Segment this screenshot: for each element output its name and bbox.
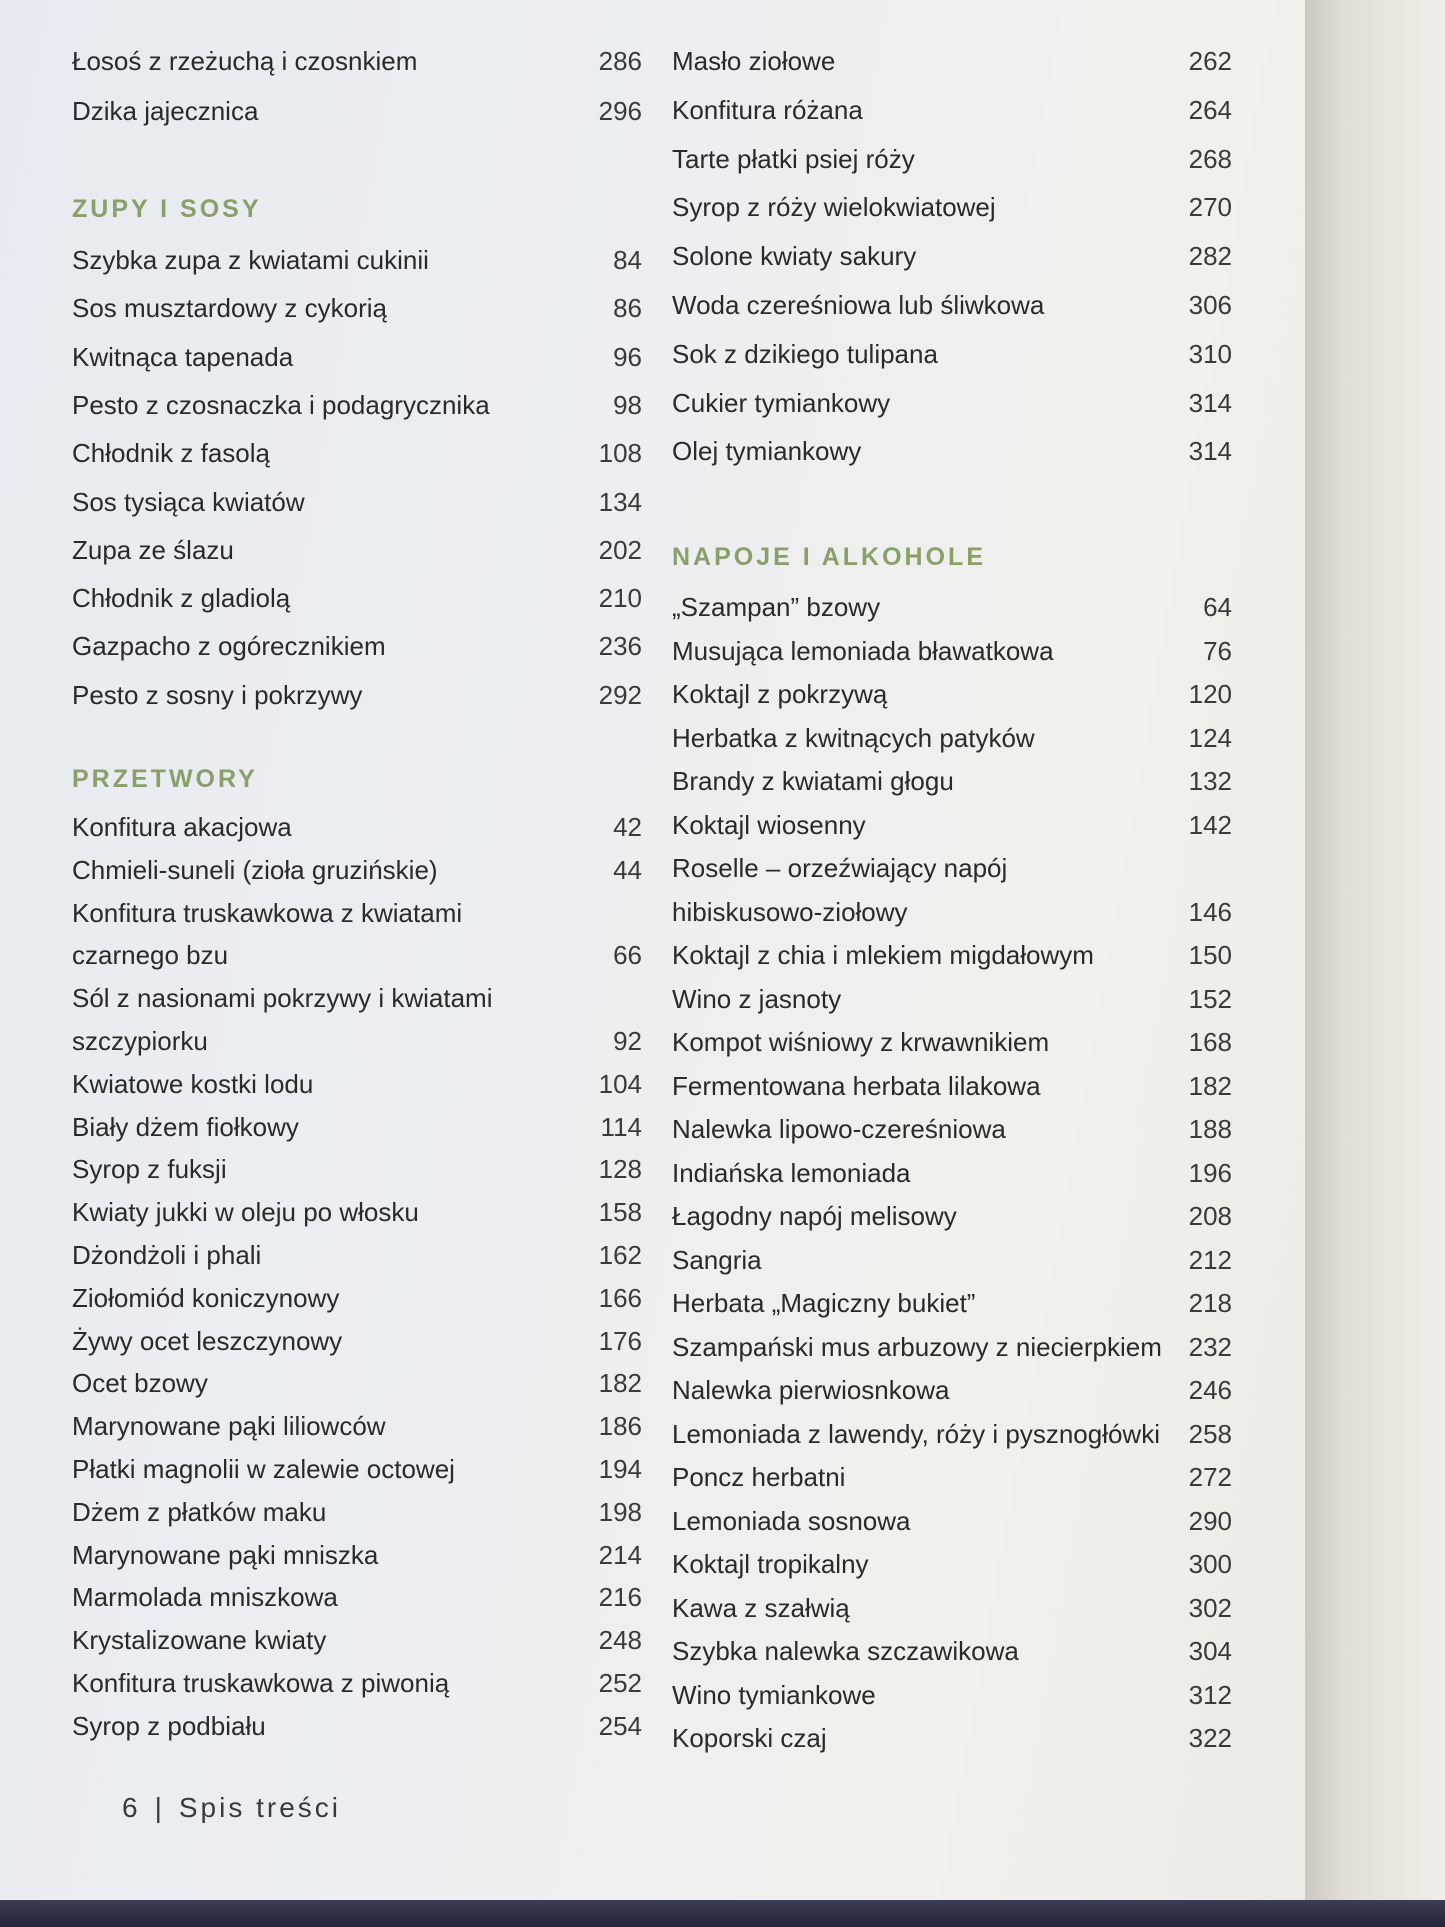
- toc-entry: [672, 142, 1232, 176]
- entry-page: 262: [1188, 46, 1232, 76]
- entry-title: Sos musztardowy z cykorią: [72, 293, 387, 324]
- toc-entry: [72, 1067, 642, 1101]
- entry-page: 182: [1188, 1070, 1232, 1101]
- entry-page: 196: [1188, 1157, 1232, 1188]
- entry-page: 246: [1188, 1375, 1232, 1405]
- entry-page: 198: [598, 1496, 642, 1527]
- entry-page: 300: [1188, 1549, 1232, 1579]
- entry-title: Roselle – orzeźwiający napój: [672, 853, 1008, 883]
- entry-page: 282: [1188, 241, 1232, 272]
- toc-entry: [72, 1538, 642, 1572]
- entry-title: Konfitura truskawkowa z piwonią: [72, 1668, 450, 1698]
- entry-page: 92: [613, 1026, 642, 1056]
- toc-entry: [672, 1721, 1232, 1755]
- entry-page: 304: [1188, 1636, 1232, 1666]
- toc-entry: [72, 1666, 642, 1700]
- toc-entry: [672, 434, 1232, 468]
- toc-entry: [72, 1281, 642, 1315]
- toc-entry: [672, 190, 1232, 224]
- toc-entry: [672, 677, 1232, 711]
- toc-entry: [672, 1330, 1232, 1364]
- entry-title: Łagodny napój melisowy: [672, 1201, 957, 1231]
- entry-title: hibiskusowo-ziołowy: [672, 896, 908, 927]
- entry-page: 166: [598, 1282, 642, 1313]
- toc-entry: [672, 895, 1232, 929]
- toc-entry: [72, 1495, 642, 1529]
- entry-title: Marynowane pąki liliowców: [72, 1411, 386, 1442]
- entry-title: Chłodnik z fasolą: [72, 438, 270, 469]
- entry-page: 134: [598, 486, 642, 517]
- entry-title: Sól z nasionami pokrzywy i kwiatami: [72, 983, 493, 1014]
- entry-title: Olej tymiankowy: [672, 436, 862, 467]
- entry-page: 264: [1188, 94, 1232, 125]
- toc-entry: [72, 1024, 642, 1058]
- entry-page: 44: [613, 854, 642, 885]
- entry-title: Sangria: [672, 1244, 762, 1275]
- toc-entry: [72, 1580, 642, 1614]
- entry-title: Solone kwiaty sakury: [672, 241, 917, 272]
- entry-page: 150: [1188, 940, 1232, 970]
- toc-entry: [72, 94, 642, 128]
- entry-page: 212: [1188, 1244, 1232, 1275]
- entry-page: 314: [1188, 387, 1232, 418]
- entry-title: Koktajl z chia i mlekiem migdałowym: [672, 940, 1094, 970]
- toc-entry: [672, 1373, 1232, 1407]
- toc-entry: [672, 337, 1232, 371]
- toc-entry: [672, 1243, 1232, 1277]
- entry-title: Koporski czaj: [672, 1723, 827, 1753]
- toc-entry: [672, 1504, 1232, 1538]
- entry-page: 272: [1188, 1462, 1232, 1492]
- entry-title: Sos tysiąca kwiatów: [72, 486, 305, 517]
- entry-page: 108: [598, 438, 642, 469]
- entry-page: 286: [598, 46, 642, 76]
- entry-title: Nalewka lipowo-czereśniowa: [672, 1114, 1006, 1144]
- toc-entry: [72, 243, 642, 277]
- toc-entry: [672, 938, 1232, 972]
- entry-title: Syrop z podbiału: [72, 1710, 266, 1741]
- entry-title: Pesto z czosnaczka i podagrycznika: [72, 389, 490, 420]
- toc-entry: [672, 1025, 1232, 1059]
- entry-page: 98: [613, 389, 642, 420]
- entry-page: 248: [598, 1625, 642, 1656]
- entry-page: 96: [613, 341, 642, 372]
- entry-page: 114: [600, 1111, 642, 1142]
- toc-entry: [672, 851, 1232, 885]
- toc-entry: [72, 1709, 642, 1743]
- entry-title: Wino z jasnoty: [672, 983, 842, 1014]
- entry-title: Lemoniada z lawendy, róży i pysznogłówki: [672, 1418, 1160, 1449]
- page-edge: [1305, 0, 1445, 1927]
- entry-title: Kwiaty jukki w oleju po włosku: [72, 1197, 419, 1228]
- toc-entry: [72, 981, 642, 1015]
- entry-title: Koktajl tropikalny: [672, 1549, 869, 1579]
- toc-entry: [72, 1110, 642, 1144]
- section-heading-napoje: NAPOJE I ALKOHOLE: [672, 543, 986, 571]
- entry-title: Herbata „Magiczny bukiet”: [672, 1288, 976, 1318]
- toc-entry: [72, 533, 642, 567]
- entry-page: 182: [598, 1368, 642, 1399]
- toc-entry: [672, 1460, 1232, 1494]
- toc-entry: [672, 1156, 1232, 1190]
- entry-page: 120: [1188, 679, 1232, 709]
- bottom-shadow: [0, 1900, 1445, 1927]
- entry-page: 252: [598, 1668, 642, 1698]
- entry-title: Syrop z róży wielokwiatowej: [672, 192, 996, 223]
- toc-entry: [72, 1195, 642, 1229]
- entry-page: 202: [598, 534, 642, 565]
- toc-entry: [672, 1112, 1232, 1146]
- toc-entry: [72, 485, 642, 519]
- entry-page: 132: [1188, 766, 1232, 796]
- toc-entry: [672, 764, 1232, 798]
- entry-title: Dzika jajecznica: [72, 96, 259, 126]
- toc-entry: [72, 44, 642, 78]
- entry-title: Szybka nalewka szczawikowa: [672, 1636, 1019, 1666]
- entry-page: 84: [613, 245, 642, 275]
- entry-page: 312: [1188, 1679, 1232, 1710]
- entry-page: 128: [598, 1154, 642, 1185]
- entry-title: Płatki magnolii w zalewie octowej: [72, 1454, 455, 1484]
- entry-page: 210: [598, 583, 642, 614]
- toc-entry: [72, 896, 642, 930]
- entry-title: Brandy z kwiatami głogu: [672, 766, 954, 796]
- entry-title: Chmieli-suneli (zioła gruzińskie): [72, 854, 438, 885]
- entry-page: 64: [1203, 592, 1232, 622]
- page-footer: [122, 1792, 341, 1824]
- entry-page: 218: [1188, 1288, 1232, 1318]
- toc-entry: [672, 288, 1232, 322]
- entry-page: 76: [1203, 635, 1232, 666]
- entry-title: Tarte płatki psiej róży: [672, 143, 915, 174]
- entry-title: Ocet bzowy: [72, 1368, 208, 1399]
- toc-entry: [672, 1417, 1232, 1451]
- entry-page: 258: [1188, 1418, 1232, 1449]
- entry-title: Kompot wiśniowy z krwawnikiem: [672, 1027, 1050, 1057]
- entry-page: 214: [598, 1539, 642, 1570]
- entry-page: 322: [1188, 1723, 1232, 1753]
- entry-page: 162: [598, 1240, 642, 1270]
- entry-title: Wino tymiankowe: [672, 1679, 876, 1710]
- entry-title: Marynowane pąki mniszka: [72, 1539, 379, 1570]
- entry-title: Szampański mus arbuzowy z niecierpkiem: [672, 1331, 1162, 1362]
- entry-page: 314: [1188, 436, 1232, 467]
- toc-entry: [72, 678, 642, 712]
- footer-section-title: Spis treści: [178, 1792, 342, 1823]
- entry-title: Dżem z płatków maku: [72, 1496, 327, 1527]
- toc-entry: [72, 1366, 642, 1400]
- toc-entry: [72, 1409, 642, 1443]
- entry-page: 236: [598, 631, 642, 662]
- toc-entry: [672, 1547, 1232, 1581]
- entry-title: Marmolada mniszkowa: [72, 1582, 338, 1613]
- entry-title: Musująca lemoniada bławatkowa: [672, 635, 1054, 666]
- entry-title: czarnego bzu: [72, 940, 229, 971]
- toc-entry: [72, 436, 642, 470]
- entry-title: Konfitura akacjowa: [72, 812, 292, 842]
- toc-entry: [72, 1324, 642, 1358]
- toc-entry: [72, 1152, 642, 1186]
- toc-entry: [72, 388, 642, 422]
- toc-entry: [672, 634, 1232, 668]
- footer-separator: |: [154, 1792, 165, 1823]
- toc-entry: [72, 291, 642, 325]
- entry-page: 86: [613, 293, 642, 324]
- section-heading-zupy: ZUPY I SOSY: [72, 195, 262, 223]
- entry-title: Herbatka z kwitnących patyków: [672, 722, 1035, 753]
- entry-title: Lemoniada sosnowa: [672, 1505, 911, 1536]
- entry-title: Kawa z szałwią: [672, 1592, 850, 1623]
- entry-title: Koktajl wiosenny: [672, 809, 866, 840]
- entry-page: 188: [1188, 1114, 1232, 1144]
- entry-title: Nalewka pierwiosnkowa: [672, 1375, 950, 1405]
- entry-title: Dżondżoli i phali: [72, 1240, 262, 1270]
- entry-title: Chłodnik z gladiolą: [72, 583, 291, 614]
- entry-page: 232: [1188, 1331, 1232, 1362]
- entry-title: Szybka zupa z kwiatami cukinii: [72, 245, 429, 275]
- entry-page: 290: [1188, 1505, 1232, 1536]
- entry-page: 268: [1188, 143, 1232, 174]
- entry-title: szczypiorku: [72, 1026, 208, 1056]
- entry-page: 194: [598, 1454, 642, 1484]
- toc-entry: [672, 1634, 1232, 1668]
- entry-title: Ziołomiód koniczynowy: [72, 1282, 340, 1313]
- toc-entry: [672, 1069, 1232, 1103]
- toc-entry: [672, 386, 1232, 420]
- entry-title: Krystalizowane kwiaty: [72, 1625, 327, 1656]
- toc-entry: [72, 340, 642, 374]
- entry-title: Łosoś z rzeżuchą i czosnkiem: [72, 46, 418, 76]
- entry-page: 124: [1188, 722, 1232, 753]
- entry-title: Biały dżem fiołkowy: [72, 1111, 299, 1142]
- entry-title: Poncz herbatni: [672, 1462, 846, 1492]
- toc-entry: [672, 239, 1232, 273]
- entry-title: Żywy ocet leszczynowy: [72, 1325, 343, 1356]
- entry-title: Indiańska lemoniada: [672, 1157, 911, 1188]
- entry-page: 270: [1188, 192, 1232, 223]
- entry-page: 254: [598, 1710, 642, 1741]
- entry-title: Kwitnąca tapenada: [72, 341, 294, 372]
- entry-page: 142: [1188, 809, 1232, 840]
- toc-entry: [672, 44, 1232, 78]
- toc-entry: [672, 982, 1232, 1016]
- toc-entry: [672, 808, 1232, 842]
- entry-page: 146: [1188, 896, 1232, 927]
- toc-entry: [72, 810, 642, 844]
- entry-title: Koktajl z pokrzywą: [672, 679, 888, 709]
- toc-entry: [672, 93, 1232, 127]
- entry-title: Cukier tymiankowy: [672, 387, 891, 418]
- entry-title: Konfitura różana: [672, 94, 863, 125]
- toc-entry: [672, 1286, 1232, 1320]
- entry-page: 302: [1188, 1592, 1232, 1623]
- toc-entry: [672, 721, 1232, 755]
- entry-title: Sok z dzikiego tulipana: [672, 338, 938, 369]
- entry-title: Kwiatowe kostki lodu: [72, 1068, 314, 1099]
- toc-entry: [72, 1452, 642, 1486]
- toc-entry: [72, 1238, 642, 1272]
- toc-entry: [72, 1623, 642, 1657]
- entry-title: Fermentowana herbata lilakowa: [672, 1070, 1041, 1101]
- section-heading-przetwory: PRZETWORY: [72, 765, 258, 793]
- entry-page: 66: [613, 940, 642, 971]
- entry-title: Konfitura truskawkowa z kwiatami: [72, 897, 463, 928]
- entry-page: 310: [1188, 338, 1232, 369]
- entry-page: 104: [598, 1068, 642, 1099]
- entry-page: 176: [598, 1325, 642, 1356]
- toc-entry: [72, 853, 642, 887]
- entry-title: „Szampan” bzowy: [672, 592, 881, 622]
- entry-page: 208: [1188, 1201, 1232, 1231]
- entry-page: 296: [598, 96, 642, 126]
- toc-entry: [672, 590, 1232, 624]
- entry-title: Pesto z sosny i pokrzywy: [72, 679, 363, 710]
- entry-page: 306: [1188, 290, 1232, 320]
- entry-page: 292: [598, 679, 642, 710]
- entry-title: Gazpacho z ogórecznikiem: [72, 631, 386, 662]
- entry-page: 42: [613, 812, 642, 842]
- entry-title: Masło ziołowe: [672, 46, 836, 76]
- entry-page: 168: [1188, 1027, 1232, 1057]
- footer-page-number: 6: [122, 1792, 141, 1823]
- entry-page: 186: [598, 1411, 642, 1442]
- toc-entry: [72, 938, 642, 972]
- toc-entry: [672, 1678, 1232, 1712]
- toc-entry: [72, 629, 642, 663]
- toc-entry: [672, 1199, 1232, 1233]
- toc-entry: [72, 581, 642, 615]
- entry-title: Woda czereśniowa lub śliwkowa: [672, 290, 1045, 320]
- entry-page: 216: [598, 1582, 642, 1613]
- entry-page: 158: [598, 1197, 642, 1228]
- toc-entry: [672, 1591, 1232, 1625]
- entry-page: 152: [1188, 983, 1232, 1014]
- entry-title: Zupa ze ślazu: [72, 534, 234, 565]
- entry-title: Syrop z fuksji: [72, 1154, 227, 1185]
